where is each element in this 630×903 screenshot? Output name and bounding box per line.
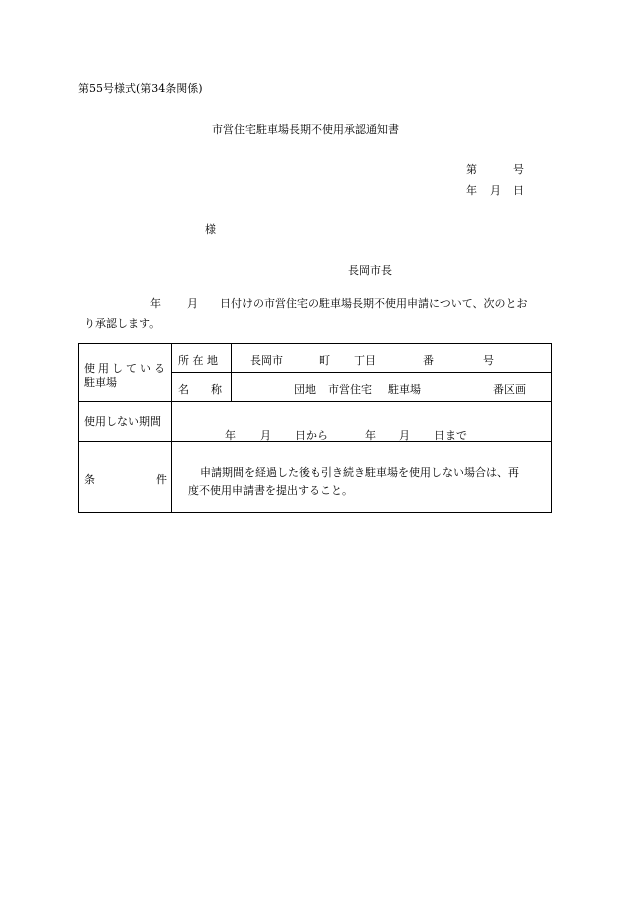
number-suffix: 号 (513, 163, 524, 176)
form-number: 第55号様式(第34条関係) (78, 82, 203, 95)
date-day: 日 (513, 184, 524, 197)
date-year: 年 (466, 184, 477, 197)
name-shiei: 市営住宅 (328, 383, 372, 396)
period-to-month: 月 (399, 429, 410, 442)
body-month: 月 (187, 297, 198, 310)
body-line-1 (150, 295, 528, 311)
document-title: 市営住宅駐車場長期不使用承認通知書 (212, 123, 399, 136)
number-prefix: 第 (466, 163, 477, 176)
parking-label-line1: 使用している (84, 362, 168, 375)
name-label: 名 称 (178, 383, 222, 396)
location-city: 長岡市 (250, 354, 283, 367)
period-from-year: 年 (225, 429, 236, 442)
period-to-day: 日まで (434, 429, 467, 442)
period-to-year: 年 (365, 429, 376, 442)
name-parking: 駐車場 (388, 383, 421, 396)
body-year: 年 (150, 297, 161, 310)
period-label: 使用しない期間 (84, 415, 161, 428)
condition-text-line1: 申請期間を経過した後も引き続き駐車場を使用しない場合は、再 (200, 466, 519, 479)
location-machi: 町 (319, 354, 330, 367)
condition-label-2: 件 (156, 473, 167, 486)
period-from-month: 月 (260, 429, 271, 442)
approval-table (78, 343, 552, 513)
condition-text-line2: 度不使用申請書を提出すること。 (188, 484, 353, 497)
period-from-day: 日から (295, 429, 328, 442)
location-label: 所 在 地 (178, 354, 218, 367)
body-line1-rest: 日付けの市営住宅の駐車場長期不使用申請について、次のとお (220, 297, 528, 310)
name-danchi: 団地 (294, 383, 316, 396)
issuer-name: 長岡市長 (348, 264, 392, 277)
location-go: 号 (483, 354, 494, 367)
date-month: 月 (490, 184, 501, 197)
condition-label-1: 条 (84, 473, 95, 486)
parking-label-line2: 駐車場 (84, 376, 117, 389)
location-ban: 番 (423, 354, 434, 367)
body-line-2: り承認します。 (84, 317, 161, 330)
addressee-honorific: 様 (205, 223, 216, 236)
name-bankukaku: 番区画 (493, 383, 526, 396)
location-chome: 丁目 (354, 354, 376, 367)
